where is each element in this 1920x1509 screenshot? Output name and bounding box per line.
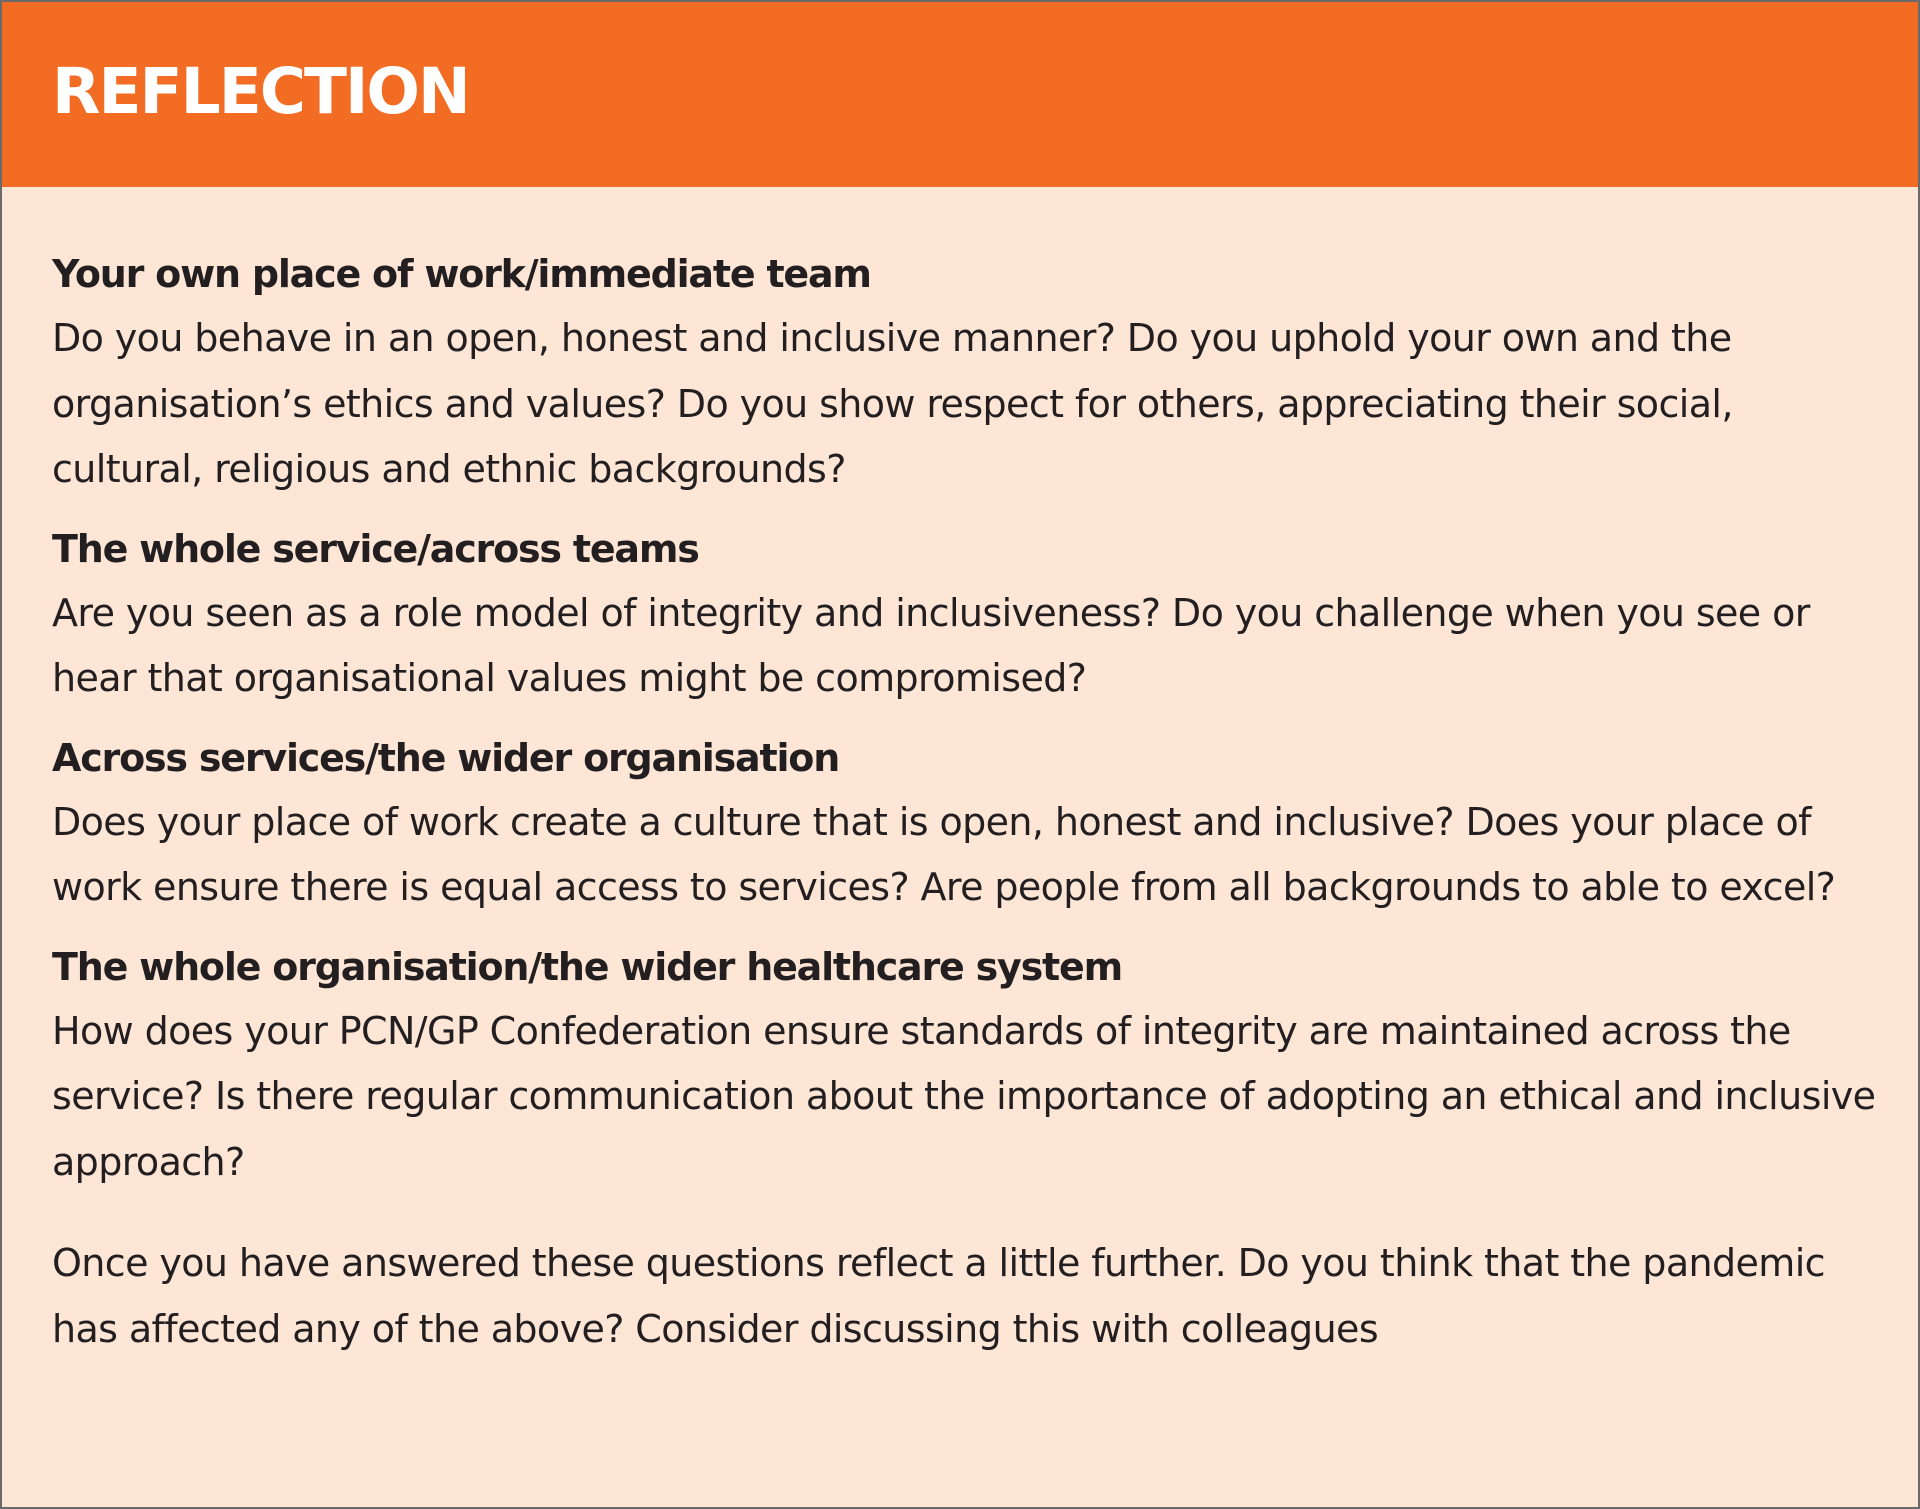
closing-paragraph: Once you have answered these questions reflect a little further. Do you think that the pandemic has affected any of the above? Consider discussing this with colleagues	[52, 1241, 1825, 1351]
section-body: How does your PCN/GP Confederation ensure standards of integrity are maintained across the service? Is there regular communication about the importance of adopting an ethical and inclusive approach?	[52, 1008, 1876, 1184]
header-banner	[2, 2, 1918, 187]
section-heading: The whole organisation/the wider healthcare system	[52, 944, 1122, 989]
section-body: Does your place of work create a culture that is open, honest and inclusive? Does your place of work ensure there is equal access to services? Are people from all backgrounds to able to excel?	[52, 799, 1836, 909]
section-own-workplace	[52, 242, 1892, 503]
reflection-content	[52, 242, 1892, 1362]
section-body: Do you behave in an open, honest and inclusive manner? Do you uphold your own and the organisation’s ethics and values? Do you show respect for others, appreciating their social, cultural, religious and ethnic backgrounds?	[52, 316, 1733, 491]
header-title: REFLECTION	[52, 55, 469, 128]
section-heading: Your own place of work/immediate team	[52, 252, 871, 296]
section-body: Are you seen as a role model of integrity and inclusiveness? Do you challenge when you see or hear that organisational values might be compromised?	[52, 590, 1810, 700]
section-heading: The whole service/across teams	[52, 526, 699, 571]
section-whole-service	[52, 517, 1892, 712]
section-across-services	[52, 726, 1892, 921]
section-heading: Across services/the wider organisation	[52, 735, 840, 780]
section-whole-organisation	[52, 935, 1892, 1196]
